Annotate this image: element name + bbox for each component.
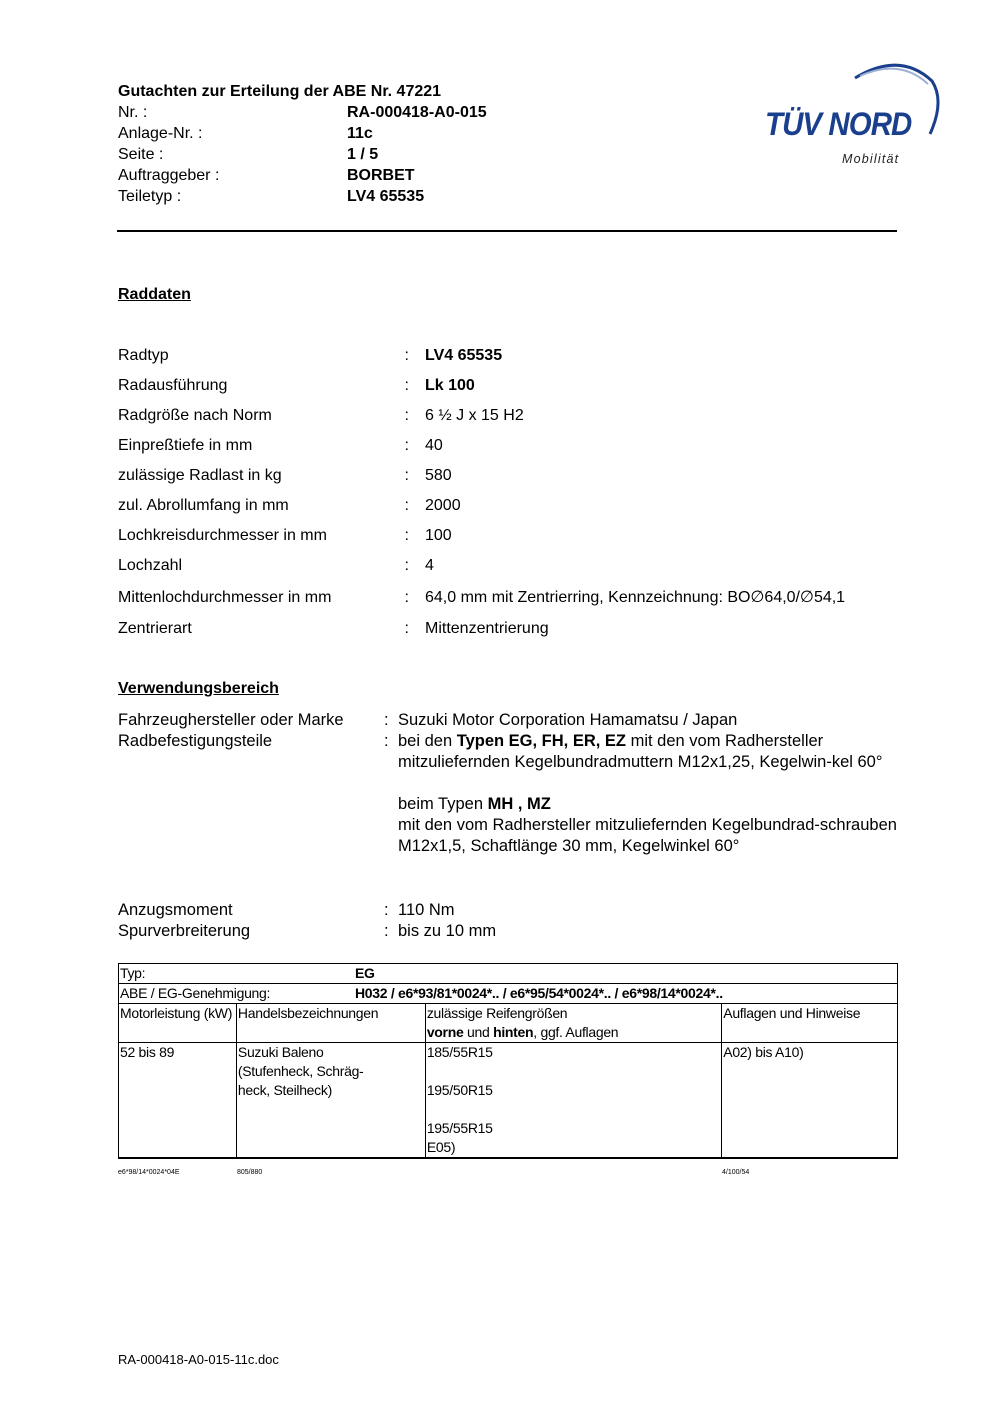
col-header-handel: Handelsbezeichnungen xyxy=(236,1004,425,1043)
table-row xyxy=(119,1043,898,1159)
col-header-motor: Motorleistung (kW) xyxy=(119,1004,237,1043)
document-title: Gutachten zur Erteilung der ABE Nr. 47221 xyxy=(118,83,442,100)
rd-row-radtyp: Radtyp : LV4 65535 xyxy=(118,347,503,364)
cell-auflagen: A02) bis A10) xyxy=(722,1043,898,1159)
cell-handel: Suzuki Baleno (Stufenheck, Schräg- heck, Steilheck) xyxy=(236,1043,425,1159)
header-row-anlage: Anlage-Nr. : 11c xyxy=(118,125,373,142)
document-header xyxy=(118,81,487,207)
usage-row-hersteller: Fahrzeughersteller oder Marke : Suzuki Motor Corporation Hamamatsu / Japan xyxy=(118,711,738,729)
rd-row-abrollumfang: zul. Abrollumfang in mm : 2000 xyxy=(118,497,461,514)
rd-row-lochkreis: Lochkreisdurchmesser in mm : 100 xyxy=(118,527,452,544)
vehicle-table xyxy=(118,963,898,1159)
table-footnote-mid: 805/880 xyxy=(237,1169,263,1176)
table-footnote-right: 4/100/54 xyxy=(722,1169,750,1176)
usage-row-befestigung: Radbefestigungsteile : bei den Typen EG, FH, ER, EZ mit den vom Radhersteller mitzuliefernden Kegelbundradmuttern M12x1,25, Kegelwin-kel 60° beim Typen MH , MZ mit den vom Radhersteller mitzuliefernden Kegelbundrad-schrauben M12x1,5, Schaftlänge 30 mm, Kegelwinkel 60° xyxy=(118,732,897,855)
usage-row-anzug: Anzugsmoment : 110 Nm xyxy=(118,901,455,919)
rd-row-radlast: zulässige Radlast in kg : 580 xyxy=(118,467,452,484)
table-row-typ: Typ: EG xyxy=(119,964,898,984)
header-row-seite: Seite : 1 / 5 xyxy=(118,146,379,163)
cell-motor: 52 bis 89 xyxy=(119,1043,237,1159)
cell-reifen: 185/55R15 195/50R15 195/55R15 E05) xyxy=(425,1043,721,1159)
table-footnote-left: e6*98/14*0024*04E xyxy=(118,1169,180,1176)
header-row-teiletyp: Teiletyp : LV4 65535 xyxy=(118,188,425,205)
rd-row-mittenloch: Mittenlochdurchmesser in mm : 64,0 mm mit Zentrierring, Kennzeichnung: BO∅64,0/∅54,1 xyxy=(118,589,846,606)
tuv-nord-logo xyxy=(760,56,945,171)
rd-row-einpresstiefe: Einpreßtiefe in mm : 40 xyxy=(118,437,443,454)
logo-subtitle: Mobilität xyxy=(842,152,900,166)
rd-row-radausfuehrung: Radausführung : Lk 100 xyxy=(118,377,475,394)
header-divider xyxy=(117,230,897,232)
col-header-reifen: zulässige Reifengrößen vorne und hinten, ggf. Auflagen xyxy=(425,1004,721,1043)
table-header-row xyxy=(119,1004,898,1043)
usage-block-2 xyxy=(118,900,898,942)
rd-row-radgroesse: Radgröße nach Norm : 6 ½ J x 15 H2 xyxy=(118,407,524,424)
header-row-nr: Nr. : RA-000418-A0-015 xyxy=(118,104,487,121)
rd-row-lochzahl: Lochzahl : 4 xyxy=(118,557,434,574)
table-row-abe: ABE / EG-Genehmigung: H032 / e6*93/81*0024*.. / e6*95/54*0024*.. / e6*98/14*0024*.. xyxy=(119,984,898,1004)
section-heading-verwendung: Verwendungsbereich xyxy=(118,680,279,697)
logo-wordmark: TÜV NORD xyxy=(765,106,912,142)
usage-block xyxy=(118,710,898,857)
usage-row-spur: Spurverbreiterung : bis zu 10 mm xyxy=(118,922,497,940)
section-heading-raddaten: Raddaten xyxy=(118,286,191,303)
footer-filename: RA-000418-A0-015-11c.doc xyxy=(118,1352,279,1367)
rd-row-zentrierart: Zentrierart : Mittenzentrierung xyxy=(118,620,549,637)
col-header-auflagen: Auflagen und Hinweise xyxy=(722,1004,898,1043)
header-row-auftraggeber: Auftraggeber : BORBET xyxy=(118,167,415,184)
